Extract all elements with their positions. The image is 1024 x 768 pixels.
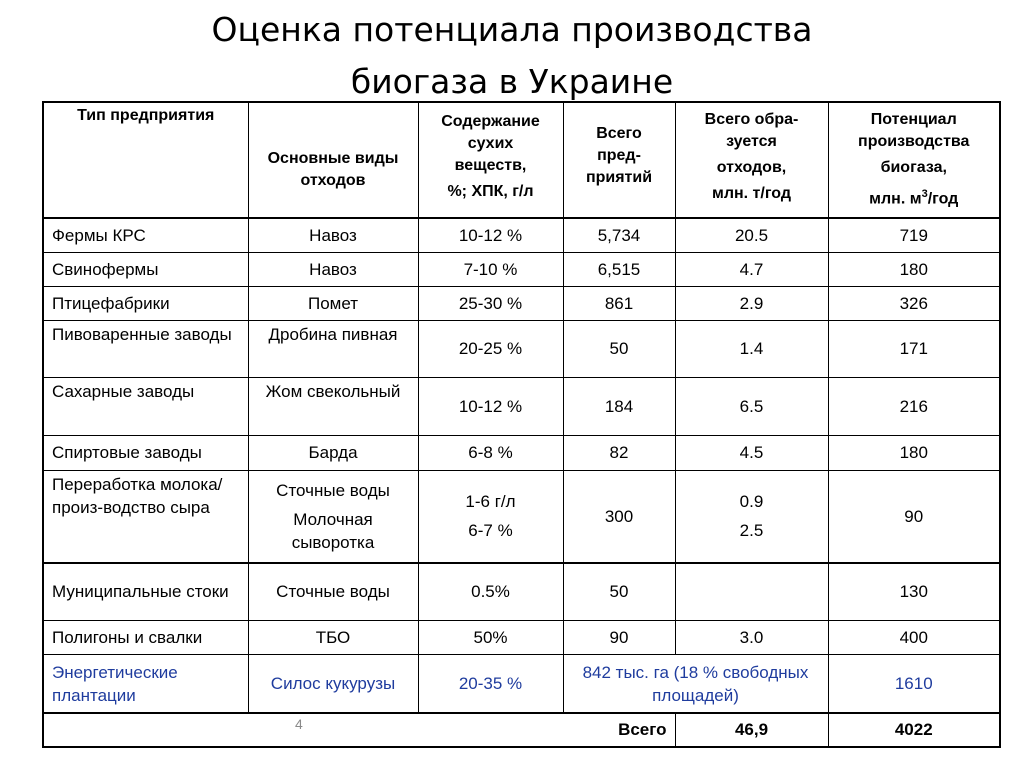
cell-total: 20.5 xyxy=(675,218,828,252)
header-waste-line-2: зуется xyxy=(726,133,777,150)
title-line-2: биогаза в Украине xyxy=(350,62,674,101)
header-dry-line-3: веществ, xyxy=(454,157,527,174)
cell-total xyxy=(675,470,828,562)
cell-dry-line-2: 6-7 % xyxy=(468,521,513,541)
cell-waste xyxy=(248,470,418,562)
cell-total-line-1: 0.9 xyxy=(739,492,764,512)
cell-potential: 326 xyxy=(828,286,1000,320)
cell-potential: 400 xyxy=(828,621,1000,655)
cell-type: Сахарные заводы xyxy=(43,377,248,435)
cell-count: 90 xyxy=(563,621,675,655)
header-waste-types: Основные виды отходов xyxy=(248,102,418,218)
cell-waste: Помет xyxy=(248,286,418,320)
cell-dry: 10-12 % xyxy=(418,218,563,252)
cell-dry: 25-30 % xyxy=(418,286,563,320)
biogas-potential-table xyxy=(42,101,1001,748)
cell-potential: 180 xyxy=(828,435,1000,470)
cell-count: 50 xyxy=(563,563,675,621)
header-count-line-1: Всего xyxy=(596,125,642,142)
table-row xyxy=(43,252,1000,286)
cell-waste: Навоз xyxy=(248,218,418,252)
cell-waste: Дробина пивная xyxy=(248,320,418,377)
cell-potential: 171 xyxy=(828,320,1000,377)
cell-potential: 180 xyxy=(828,252,1000,286)
cell-total: 4.7 xyxy=(675,252,828,286)
cell-total: 6.5 xyxy=(675,377,828,435)
cell-count: 6,515 xyxy=(563,252,675,286)
cell-type: Энергетические плантации xyxy=(43,655,248,713)
cell-count: 861 xyxy=(563,286,675,320)
cell-potential: 90 xyxy=(828,470,1000,562)
cell-dry: 6-8 % xyxy=(418,435,563,470)
cell-type: Пивоваренные заводы xyxy=(43,320,248,377)
cell-dry xyxy=(418,470,563,562)
cell-type: Птицефабрики xyxy=(43,286,248,320)
cell-total xyxy=(675,563,828,621)
header-potential-unit: млн. м xyxy=(869,190,922,208)
header-dry-line-4: %; ХПК, г/л xyxy=(447,183,534,200)
slide-title xyxy=(0,4,1024,108)
cell-waste-line-2: Молочная сыворотка xyxy=(291,509,375,552)
cell-type: Полигоны и свалки xyxy=(43,621,248,655)
table-row xyxy=(43,470,1000,562)
header-dry-matter xyxy=(418,102,563,218)
cell-dry: 20-35 % xyxy=(418,655,563,713)
table-row xyxy=(43,435,1000,470)
header-waste-line-4: млн. т/год xyxy=(711,185,791,202)
header-count-line-3: приятий xyxy=(585,169,653,186)
cell-waste-line-1: Сточные воды xyxy=(276,480,390,500)
cell-potential: 719 xyxy=(828,218,1000,252)
cell-type: Переработка молока/ произ-водство сыра xyxy=(43,470,248,562)
cell-type: Свинофермы xyxy=(43,252,248,286)
cell-dry: 7-10 % xyxy=(418,252,563,286)
cell-type: Муниципальные стоки xyxy=(43,563,248,621)
page-number: 4 xyxy=(295,716,303,732)
header-potential-line-2: производства xyxy=(858,133,970,150)
cell-total: 4.5 xyxy=(675,435,828,470)
total-potential: 4022 xyxy=(828,713,1000,747)
cell-total: 1.4 xyxy=(675,320,828,377)
cell-dry-line-1: 1-6 г/л xyxy=(465,492,516,512)
table-row xyxy=(43,621,1000,655)
cell-count: 184 xyxy=(563,377,675,435)
cell-area: 842 тыс. га (18 % свободных площадей) xyxy=(563,655,828,713)
cell-count: 50 xyxy=(563,320,675,377)
table-row-highlighted xyxy=(43,655,1000,713)
cell-dry: 0.5% xyxy=(418,563,563,621)
header-potential-superscript: 3 xyxy=(921,188,928,200)
total-row xyxy=(43,713,1000,747)
header-dry-line-1: Содержание xyxy=(441,113,540,130)
cell-waste: Жом свекольный xyxy=(248,377,418,435)
header-waste-line-1: Всего обра- xyxy=(704,111,799,128)
cell-waste: Силос кукурузы xyxy=(248,655,418,713)
cell-total-line-2: 2.5 xyxy=(739,521,764,541)
cell-potential: 216 xyxy=(828,377,1000,435)
cell-total: 2.9 xyxy=(675,286,828,320)
cell-count: 5,734 xyxy=(563,218,675,252)
cell-total: 3.0 xyxy=(675,621,828,655)
cell-type: Спиртовые заводы xyxy=(43,435,248,470)
header-row xyxy=(43,102,1000,218)
header-enterprise-type: Тип предприятия xyxy=(43,102,248,218)
cell-dry: 50% xyxy=(418,621,563,655)
cell-count: 300 xyxy=(563,470,675,562)
header-count-line-2: пред- xyxy=(597,147,641,164)
cell-count: 82 xyxy=(563,435,675,470)
cell-dry: 10-12 % xyxy=(418,377,563,435)
table-row xyxy=(43,218,1000,252)
cell-waste: ТБО xyxy=(248,621,418,655)
cell-waste: Барда xyxy=(248,435,418,470)
header-potential-line-3: биогаза, xyxy=(880,159,947,176)
header-potential-unit-suffix: /год xyxy=(927,190,959,208)
header-waste-line-3: отходов, xyxy=(716,159,787,176)
table-row xyxy=(43,286,1000,320)
cell-potential: 130 xyxy=(828,563,1000,621)
cell-type: Фермы КРС xyxy=(43,218,248,252)
table-row xyxy=(43,563,1000,621)
cell-dry: 20-25 % xyxy=(418,320,563,377)
cell-waste: Навоз xyxy=(248,252,418,286)
cell-potential: 1610 xyxy=(828,655,1000,713)
table-row xyxy=(43,377,1000,435)
header-dry-line-2: сухих xyxy=(467,135,514,152)
total-waste: 46,9 xyxy=(675,713,828,747)
total-label: Всего xyxy=(43,713,675,747)
cell-waste: Сточные воды xyxy=(248,563,418,621)
header-total-waste xyxy=(675,102,828,218)
header-potential-line-1: Потенциал xyxy=(870,111,957,128)
header-enterprise-count xyxy=(563,102,675,218)
table-row xyxy=(43,320,1000,377)
header-biogas-potential xyxy=(828,102,1000,218)
title-line-1: Оценка потенциала производства xyxy=(211,10,813,49)
header-potential-line-4 xyxy=(837,183,992,210)
